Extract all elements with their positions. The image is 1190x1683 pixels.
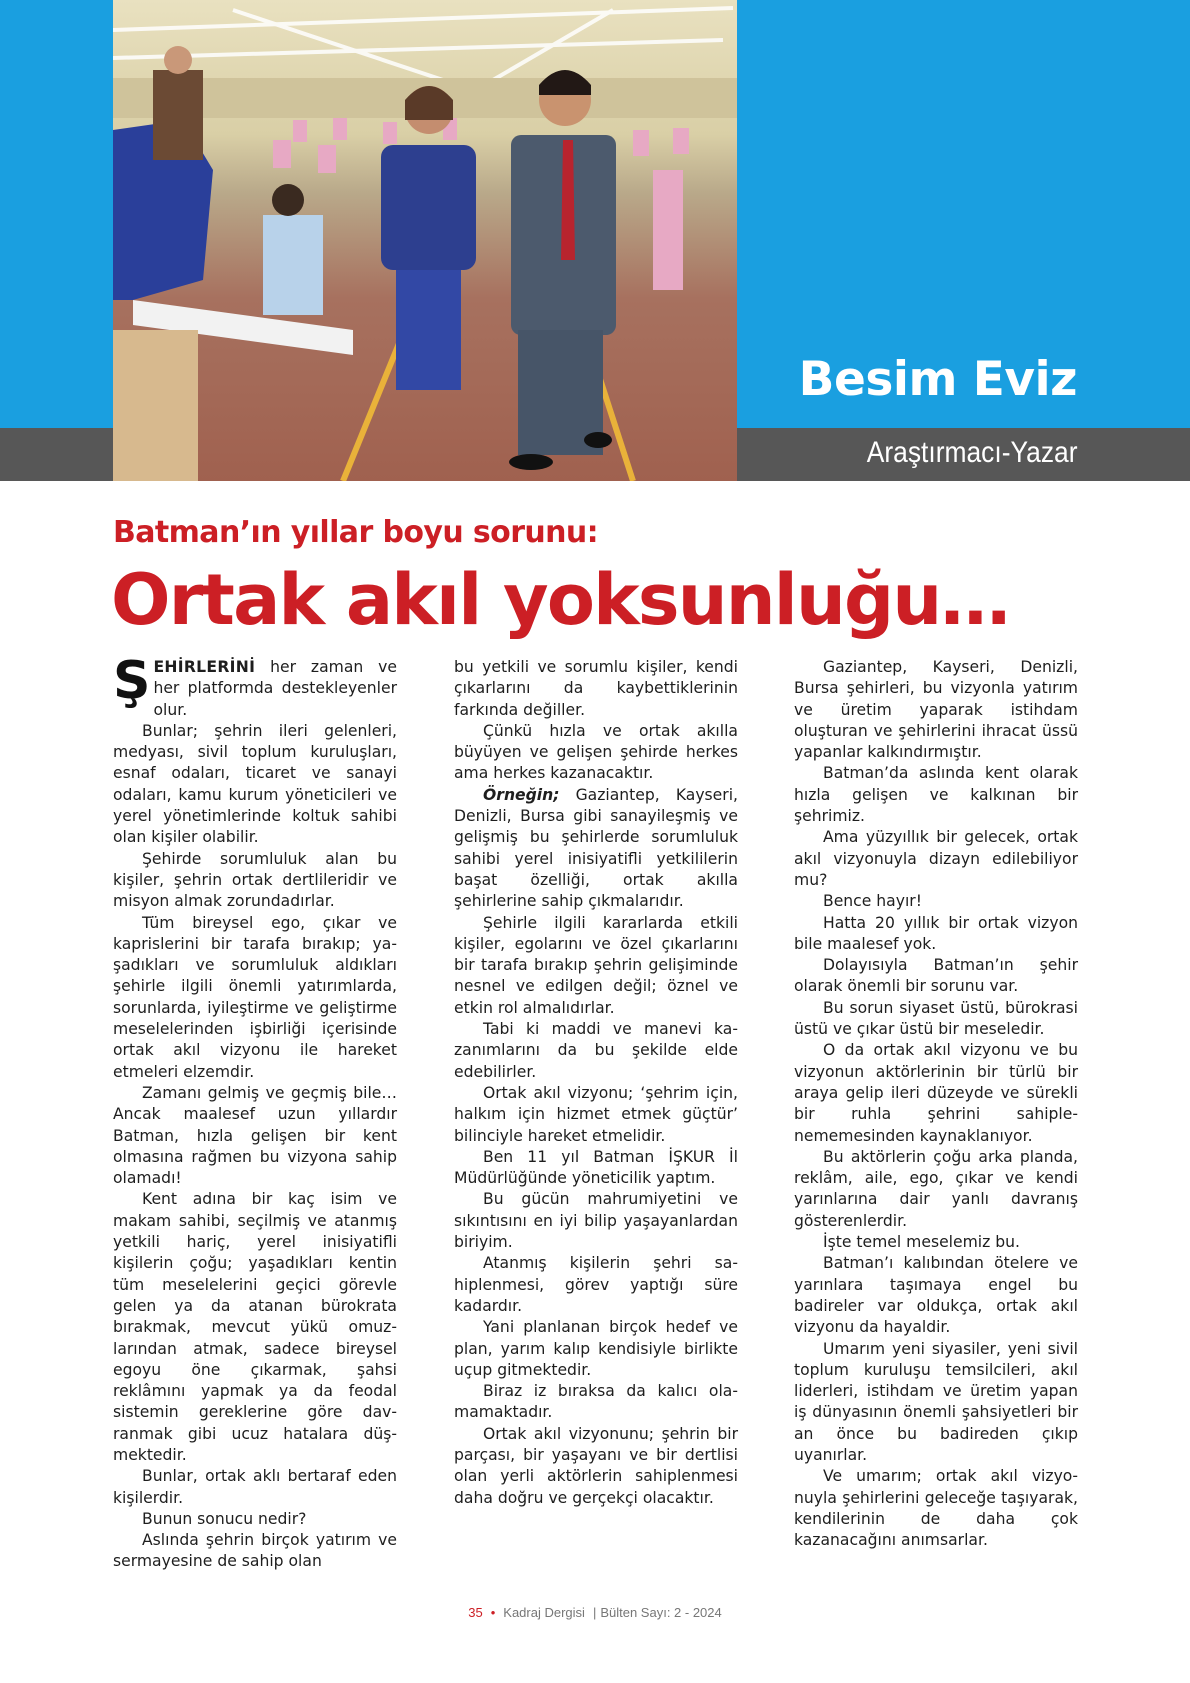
paragraph: bu yetkili ve sorumlu kişiler, kendi çıkarlarını da kaybettiklerinin farkında değiller. [454, 658, 738, 719]
article-kicker: Batman’ın yıllar boyu sorunu: [113, 515, 599, 550]
page-footer [0, 1605, 1190, 1620]
paragraph: Bu aktörlerin çoğu arka planda, reklâm, aile, ego, çıkar ve kendi yarınlarına dair yanlı davranış gösterenlerdir. [794, 1147, 1078, 1230]
paragraph: Bunun sonucu nedir? [142, 1509, 307, 1528]
author-role: Araştırmacı-Yazar [866, 436, 1077, 469]
paragraph: Zamanı gelmiş ve geçmiş bile… Ancak maalesef uzun yıllardır Batman, hızla gelişen bir kent olmasına rağmen bu vizyona sahip olamadı! [113, 1083, 397, 1188]
paragraph: Bu gücün mahrumiyetini ve sıkıntısını en iyi bilip yaşayanlardan biriyim. [454, 1190, 738, 1252]
paragraph: Bence hayır! [823, 892, 922, 911]
paragraph: Aslında şehrin birçok yatırım ve sermayesine de sahip olan [113, 1531, 397, 1571]
issue-info: Bülten Sayı: 2 - 2024 [600, 1605, 722, 1620]
article-column-2 [454, 657, 738, 1509]
paragraph: O da ortak akıl vizyonu ve bu vizyonun aktörlerinin bir türlü bir araya gelip ileri düzeyde ve sürekli bir ruhla şehrini sahiplenememesinden kaynaklanıyor. [794, 1041, 1078, 1145]
paragraph: Ben 11 yıl Batman İŞKUR İl Müdürlüğünde yöneticilik yaptım. [454, 1147, 738, 1188]
article-column-3 [794, 657, 1078, 1551]
paragraph: Gaziantep, Kayseri, Denizli, Bursa şehirleri, bu vizyonla yatırım ve üretim yaparak istihdam oluşturan ve şehirlerini ihracat üssü yapanlar kalkındırmıştır. [794, 658, 1078, 762]
article-photo [113, 0, 737, 481]
paragraph: Bu sorun siyaset üstü, bürokrasi üstü ve çıkar üstü bir meseledir. [794, 998, 1078, 1039]
factory-scene-illustration [113, 0, 737, 481]
magazine-name: Kadraj Dergisi [503, 1605, 585, 1620]
paragraph: Tabi ki maddi ve manevi kazanımlarını da bu şekilde elde edebilirler. [454, 1020, 738, 1081]
paragraph: İşte temel meselemiz bu. [823, 1233, 1021, 1252]
paragraph: Ve umarım; ortak akıl vizyonuyla şehirlerini geleceğe taşıyarak, kendilerinin de daha çok kazanacağını anımsarlar. [794, 1467, 1078, 1550]
separator: | [592, 1605, 597, 1620]
emphasis-word: Örneğin; [483, 785, 560, 804]
paragraph: Batman’da aslında kent olarak hızla gelişen ve kalkınan bir şehrimiz. [794, 764, 1078, 826]
article-column-1 [113, 651, 397, 1573]
article-headline: Ortak akıl yoksunluğu… [111, 559, 1009, 641]
paragraph: Yani planlanan birçok hedef ve plan, yarım kalıp kendisiyle birlikte uçup gitmektedir. [454, 1318, 738, 1379]
paragraph: Bunlar, ortak aklı bertaraf eden kişilerdir. [113, 1467, 397, 1507]
paragraph: Şehirle ilgili kararlarda etkili kişiler, egolarını ve özel çıkarlarını bir tarafa bırakıp şehrin gelişiminde nesnel ve edilgen değil; öznel ve etkin rol almalıdırlar. [454, 913, 738, 1017]
paragraph: ŞEHİRLERİNİ her zaman ve her platformda destekleyenler olur. [113, 651, 397, 719]
paragraph: Ama yüzyıllık bir gelecek, ortak akıl vizyonuyla dizayn edilebiliyor mu? [794, 828, 1078, 889]
paragraph: Batman’ı kalıbından ötelere ve yarınlara taşımaya engel bu badireler var oldukça, ortak akıl vizyonu da hayaldir. [794, 1254, 1078, 1337]
paragraph: Çünkü hızla ve ortak akılla büyüyen ve gelişen şehirde herkes ama herkes kazanacaktır. [454, 721, 738, 783]
lead-caps: EHİRLERİNİ [153, 658, 256, 676]
paragraph: Ortak akıl vizyonunu; şehrin bir parçası, bir yaşayanı ve bir dertlisi olan yerli aktörlerin sahiplenmesi daha doğru ve gerçekçi olacaktır. [454, 1424, 738, 1507]
paragraph: Tüm bireysel ego, çıkar ve kaprislerini bir tarafa bırakıp; yaşadıkları ve sorumluluk aldıkları şehirle ilgili önemli yatırımlarda, sorunlarda, iyileştirme ve geliştirme meselelerinden işbirliği içerisinde ortak akıl vizyonu ile hareket etmeleri elzemdir. [113, 913, 397, 1081]
paragraph: Örneğin; Gaziantep, Kayseri, Denizli, Bursa gibi sanayileşmiş ve gelişmiş bu şehirlerde sorumluluk sahibi yerel inisiyatifli yetkililerin başat özelliği, ortak akılla şehirlerine sahip çıkmalarıdır. [454, 785, 738, 911]
paragraph: Atanmış kişilerin şehri sahiplenmesi, görev yaptığı süre kadardır. [454, 1254, 738, 1315]
paragraph: Biraz iz bıraksa da kalıcı olamamaktadır. [454, 1382, 738, 1422]
paragraph: Dolayısıyla Batman’ın şehir olarak önemli bir sorunu var. [794, 956, 1078, 996]
page-number: 35 [468, 1605, 483, 1620]
paragraph: Hatta 20 yıllık bir ortak vizyon bile maalesef yok. [794, 913, 1078, 953]
paragraph: Kent adına bir kaç isim ve makam sahibi, seçilmiş ve atanmış yetkili hariç, yerel inisiyatifli kişilerin çoğu; yaşadıkları kentin tüm meselelerini geçici görevle gelen ya da atanan bürokrata bırakmak, mevcut yükü omuzlarından atmak, sadece bireysel egoyu öne çıkarmak, şahsi reklâmını yapmak ya da feodal sistemin gereklerine göre davranmak gibi ucuz hatalara düşmektedir. [113, 1190, 397, 1464]
paragraph: Şehirde sorumluluk alan bu kişiler, şehrin ortak dertlileridir ve misyon almak zorundadırlar. [113, 849, 397, 911]
paragraph: Bunlar; şehrin ileri gelenleri, medyası, sivil toplum kuruluşları, esnaf odaları, ticaret ve sanayi odaları, kamu kurum yöneticileri ve yerel yönetimlerinde koltuk sahibi olan kişiler olabilir. [113, 721, 397, 847]
author-name: Besim Eviz [798, 352, 1077, 407]
paragraph: Umarım yeni siyasiler, yeni sivil toplum kuruluşu temsilcileri, akıl liderleri, istihdam ve üretim yapan iş dünyasının önemli şahsiyetleri bir an önce bu badireden çıkıp uyanırlar. [794, 1339, 1078, 1464]
paragraph: Ortak akıl vizyonu; ‘şehrim için, halkım için hizmet etmek güçtür’ bilinciyle hareket etmelidir. [454, 1083, 738, 1145]
bullet-icon: • [490, 1605, 496, 1620]
drop-cap: Ş [113, 651, 151, 711]
